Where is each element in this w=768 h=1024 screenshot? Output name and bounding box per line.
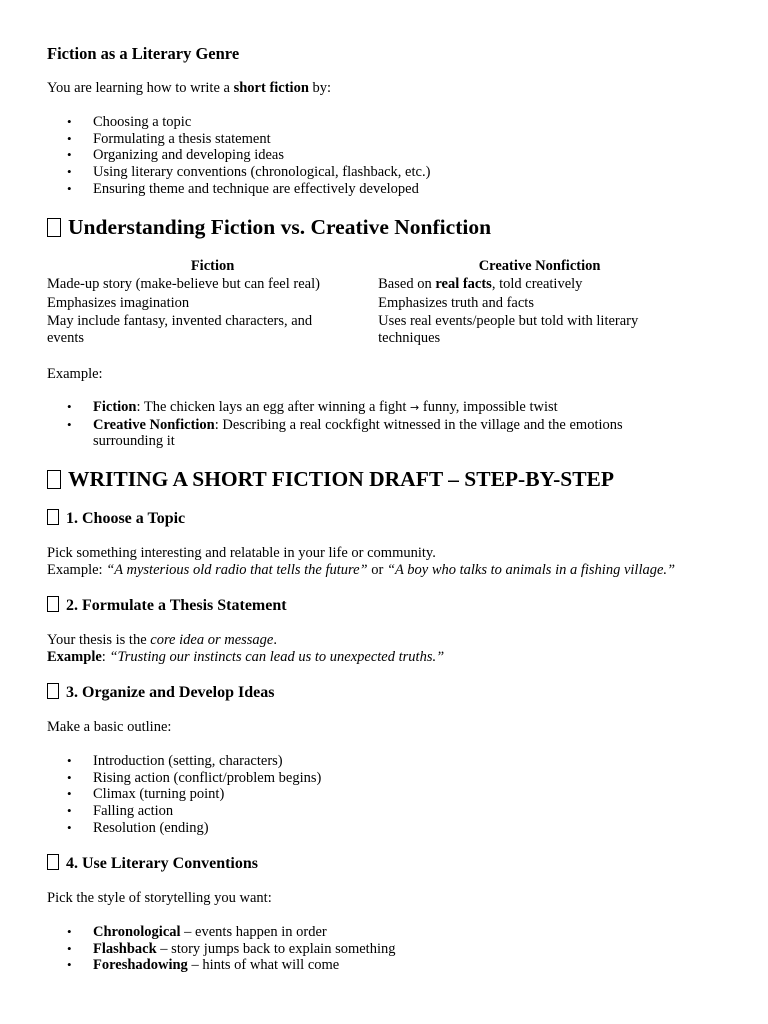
list-item [47, 181, 687, 198]
example-label: Example: [47, 366, 103, 382]
example-list [47, 399, 687, 450]
example-term: Fiction [93, 399, 137, 415]
list-item [47, 770, 687, 787]
page-title: Fiction as a Literary Genre [47, 44, 240, 63]
bullet-icon: • [67, 753, 72, 768]
example-quote: “Trusting our instincts can lead us to unexpected truths.” [109, 649, 445, 665]
section-heading-writing-steps [47, 466, 614, 492]
intro-bold: short fiction [233, 80, 309, 96]
example-text: funny, impossible twist [419, 399, 558, 415]
table-row [47, 295, 701, 314]
missing-glyph-icon [47, 218, 61, 237]
bullet-icon: • [67, 786, 72, 802]
step-heading-organize [47, 683, 274, 703]
bullet-icon: • [67, 180, 72, 196]
list-item-text: Falling action [93, 803, 174, 820]
bullet-icon: • [67, 114, 72, 129]
missing-glyph-icon [47, 683, 59, 699]
step-heading-conventions [47, 854, 258, 874]
list-item [47, 924, 687, 941]
step-heading-thesis [47, 596, 287, 616]
section-heading-text: WRITING A SHORT FICTION DRAFT – STEP-BY-STEP [68, 467, 615, 491]
step-heading-text: 1. Choose a Topic [66, 510, 186, 527]
example-text: : Describing a real cockfight witnessed in the village and the emotions surrounding it [93, 416, 623, 450]
convention-text: – events happen in order [180, 924, 327, 940]
step-heading-text: 3. Organize and Develop Ideas [66, 684, 275, 701]
step-body [47, 632, 747, 666]
table-row [47, 276, 701, 295]
list-item [47, 803, 687, 820]
cell-suffix: , told creatively [491, 276, 583, 292]
conventions-list [47, 924, 687, 974]
list-item [47, 753, 687, 770]
list-item-text: Using literary conventions (chronological, flashback, etc.) [93, 164, 431, 181]
bullet-icon: • [67, 416, 72, 432]
bullet-icon: • [67, 957, 72, 973]
missing-glyph-icon [47, 509, 59, 525]
bullet-icon: • [67, 399, 72, 414]
cell-text: Based on [378, 276, 436, 292]
bullet-icon: • [67, 130, 72, 146]
outline-list [47, 753, 687, 837]
missing-glyph-icon [47, 854, 59, 870]
step-text: : [101, 649, 110, 665]
list-item [47, 786, 687, 803]
table-cell-fiction: May include fantasy, invented characters, and events [47, 313, 313, 346]
step-heading-text: 2. Formulate a Thesis Statement [66, 597, 287, 614]
list-item-text: Climax (turning point) [93, 786, 225, 803]
table-header-fiction: Fiction [190, 258, 235, 274]
step-text: . [273, 632, 277, 648]
step-text: Example: [47, 562, 107, 578]
step-heading-text: 4. Use Literary Conventions [66, 855, 258, 872]
bullet-icon: • [67, 147, 72, 163]
intro-text: You are learning how to write a [47, 80, 234, 96]
convention-text: – hints of what will come [187, 957, 340, 974]
table-cell-nonfiction: Uses real events/people but told with literary techniques [378, 313, 639, 346]
list-item [47, 399, 687, 417]
list-item [47, 114, 687, 131]
convention-text: – story jumps back to explain something [156, 940, 396, 957]
bullet-icon: • [67, 924, 72, 939]
example-quote: “A boy who talks to animals in a fishing village.” [386, 562, 676, 578]
section-heading-fiction-vs-nonfiction [47, 214, 491, 240]
example-term: Creative Nonfiction [93, 416, 215, 433]
list-item [47, 164, 687, 181]
list-item-text: Formulating a thesis statement [93, 130, 271, 147]
convention-term: Foreshadowing [93, 957, 188, 974]
step-heading-choose-topic [47, 509, 185, 529]
list-item [47, 957, 687, 974]
list-item-text: Rising action (conflict/problem begins) [93, 769, 322, 786]
intro-list [47, 114, 687, 198]
list-item-text: Organizing and developing ideas [93, 147, 284, 164]
table-row [47, 313, 701, 348]
step-text: Pick something interesting and relatable in your life or community. [47, 545, 436, 561]
list-item [47, 941, 687, 958]
table-cell-nonfiction: Emphasizes truth and facts [378, 294, 534, 311]
step-bold: Example [47, 649, 102, 665]
table-header-row [47, 257, 701, 276]
table-cell-fiction: Made-up story (make-believe but can feel real) [47, 276, 320, 292]
convention-term: Chronological [93, 924, 181, 940]
right-arrow-icon: → [410, 401, 420, 414]
list-item-text: Choosing a topic [93, 114, 192, 130]
section-heading-text: Understanding Fiction vs. Creative Nonfiction [68, 215, 492, 239]
example-text: : The chicken lays an egg after winning a fight [136, 399, 411, 415]
bullet-icon: • [67, 769, 72, 785]
bullet-icon: • [67, 819, 72, 835]
list-item-text: Introduction (setting, characters) [93, 753, 283, 769]
convention-term: Flashback [93, 940, 157, 957]
cell-bold: real facts [435, 276, 492, 292]
step-text: or [367, 562, 387, 578]
step-text: Your thesis is the [47, 632, 151, 648]
list-item-text: Resolution (ending) [93, 819, 209, 836]
step-intro: Make a basic outline: [47, 719, 172, 735]
table-cell-fiction: Emphasizes imagination [47, 294, 190, 311]
bullet-icon: • [67, 803, 72, 819]
comparison-table [47, 257, 701, 348]
bullet-icon: • [67, 940, 72, 956]
table-header-creative-nonfiction: Creative Nonfiction [478, 258, 601, 274]
step-body [47, 545, 747, 579]
example-quote: “A mysterious old radio that tells the future” [106, 562, 368, 578]
intro-paragraph [47, 80, 747, 97]
step-intro: Pick the style of storytelling you want: [47, 890, 272, 906]
missing-glyph-icon [47, 596, 59, 612]
list-item [47, 820, 687, 837]
bullet-icon: • [67, 164, 72, 180]
table-cell-nonfiction [378, 276, 701, 295]
list-item [47, 131, 687, 148]
intro-suffix: by: [308, 80, 332, 96]
missing-glyph-icon [47, 470, 61, 489]
list-item [47, 417, 687, 450]
list-item-text: Ensuring theme and technique are effectively developed [93, 180, 419, 197]
step-italic: core idea or message [150, 632, 274, 648]
list-item [47, 147, 687, 164]
